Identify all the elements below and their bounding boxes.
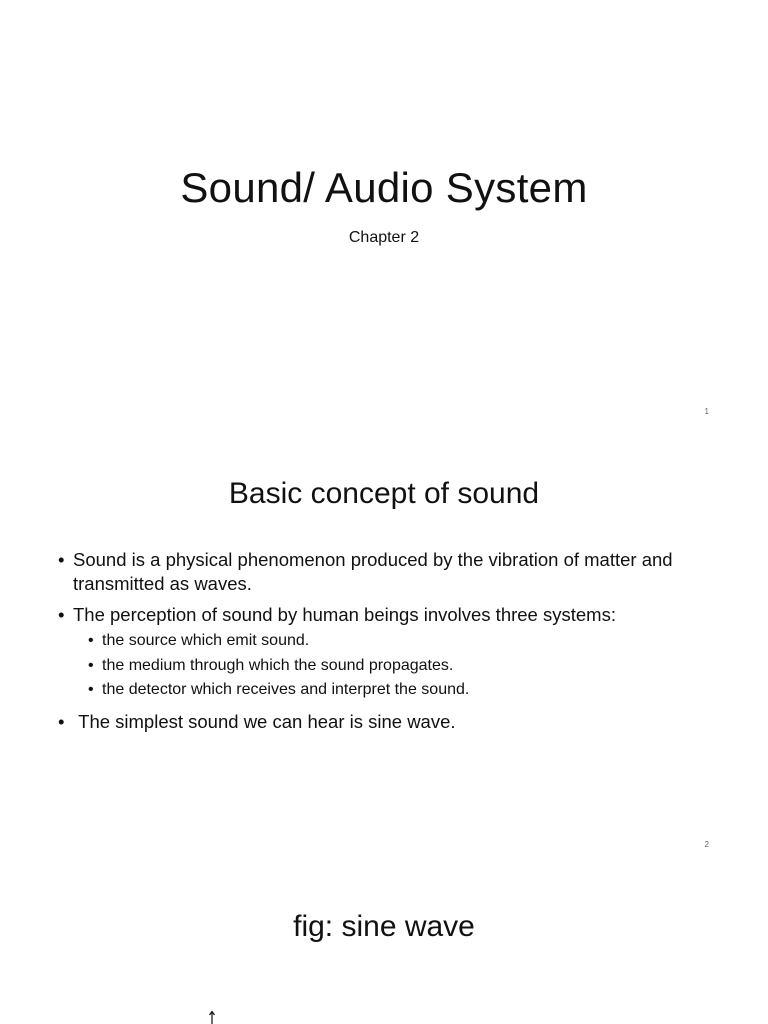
slide-3 [0,866,768,1024]
sub-bullet-item: • the source which emit sound. [88,629,718,654]
sub-bullet-item: • the medium through which the sound propagates. [88,654,718,679]
bullet-text: The perception of sound by human beings involves three systems: [73,604,616,625]
slide-subtitle: Chapter 2 [348,229,420,246]
page-number: 2 [704,840,709,849]
bullet-item: • Sound is a physical phenomenon produced by the vibration of matter and transmitted as waves. [58,548,718,596]
bullet-text: The simplest sound we can hear is sine wave. [78,710,456,732]
page-number: 1 [704,407,709,416]
slide-title: Basic concept of sound [228,477,540,510]
slide-2 [0,433,768,866]
slide-title: Sound/ Audio System [180,164,588,211]
sub-bullet-item: • the detector which receives and interpret the sound. [88,678,718,703]
bullet-list [58,548,718,741]
axis-arrow-icon [206,1010,218,1024]
bullet-item [58,710,718,734]
bullet-item [58,603,718,703]
slide-title: fig: sine wave [293,910,475,943]
slide-1 [0,0,768,433]
sub-bullet-list [73,629,718,703]
